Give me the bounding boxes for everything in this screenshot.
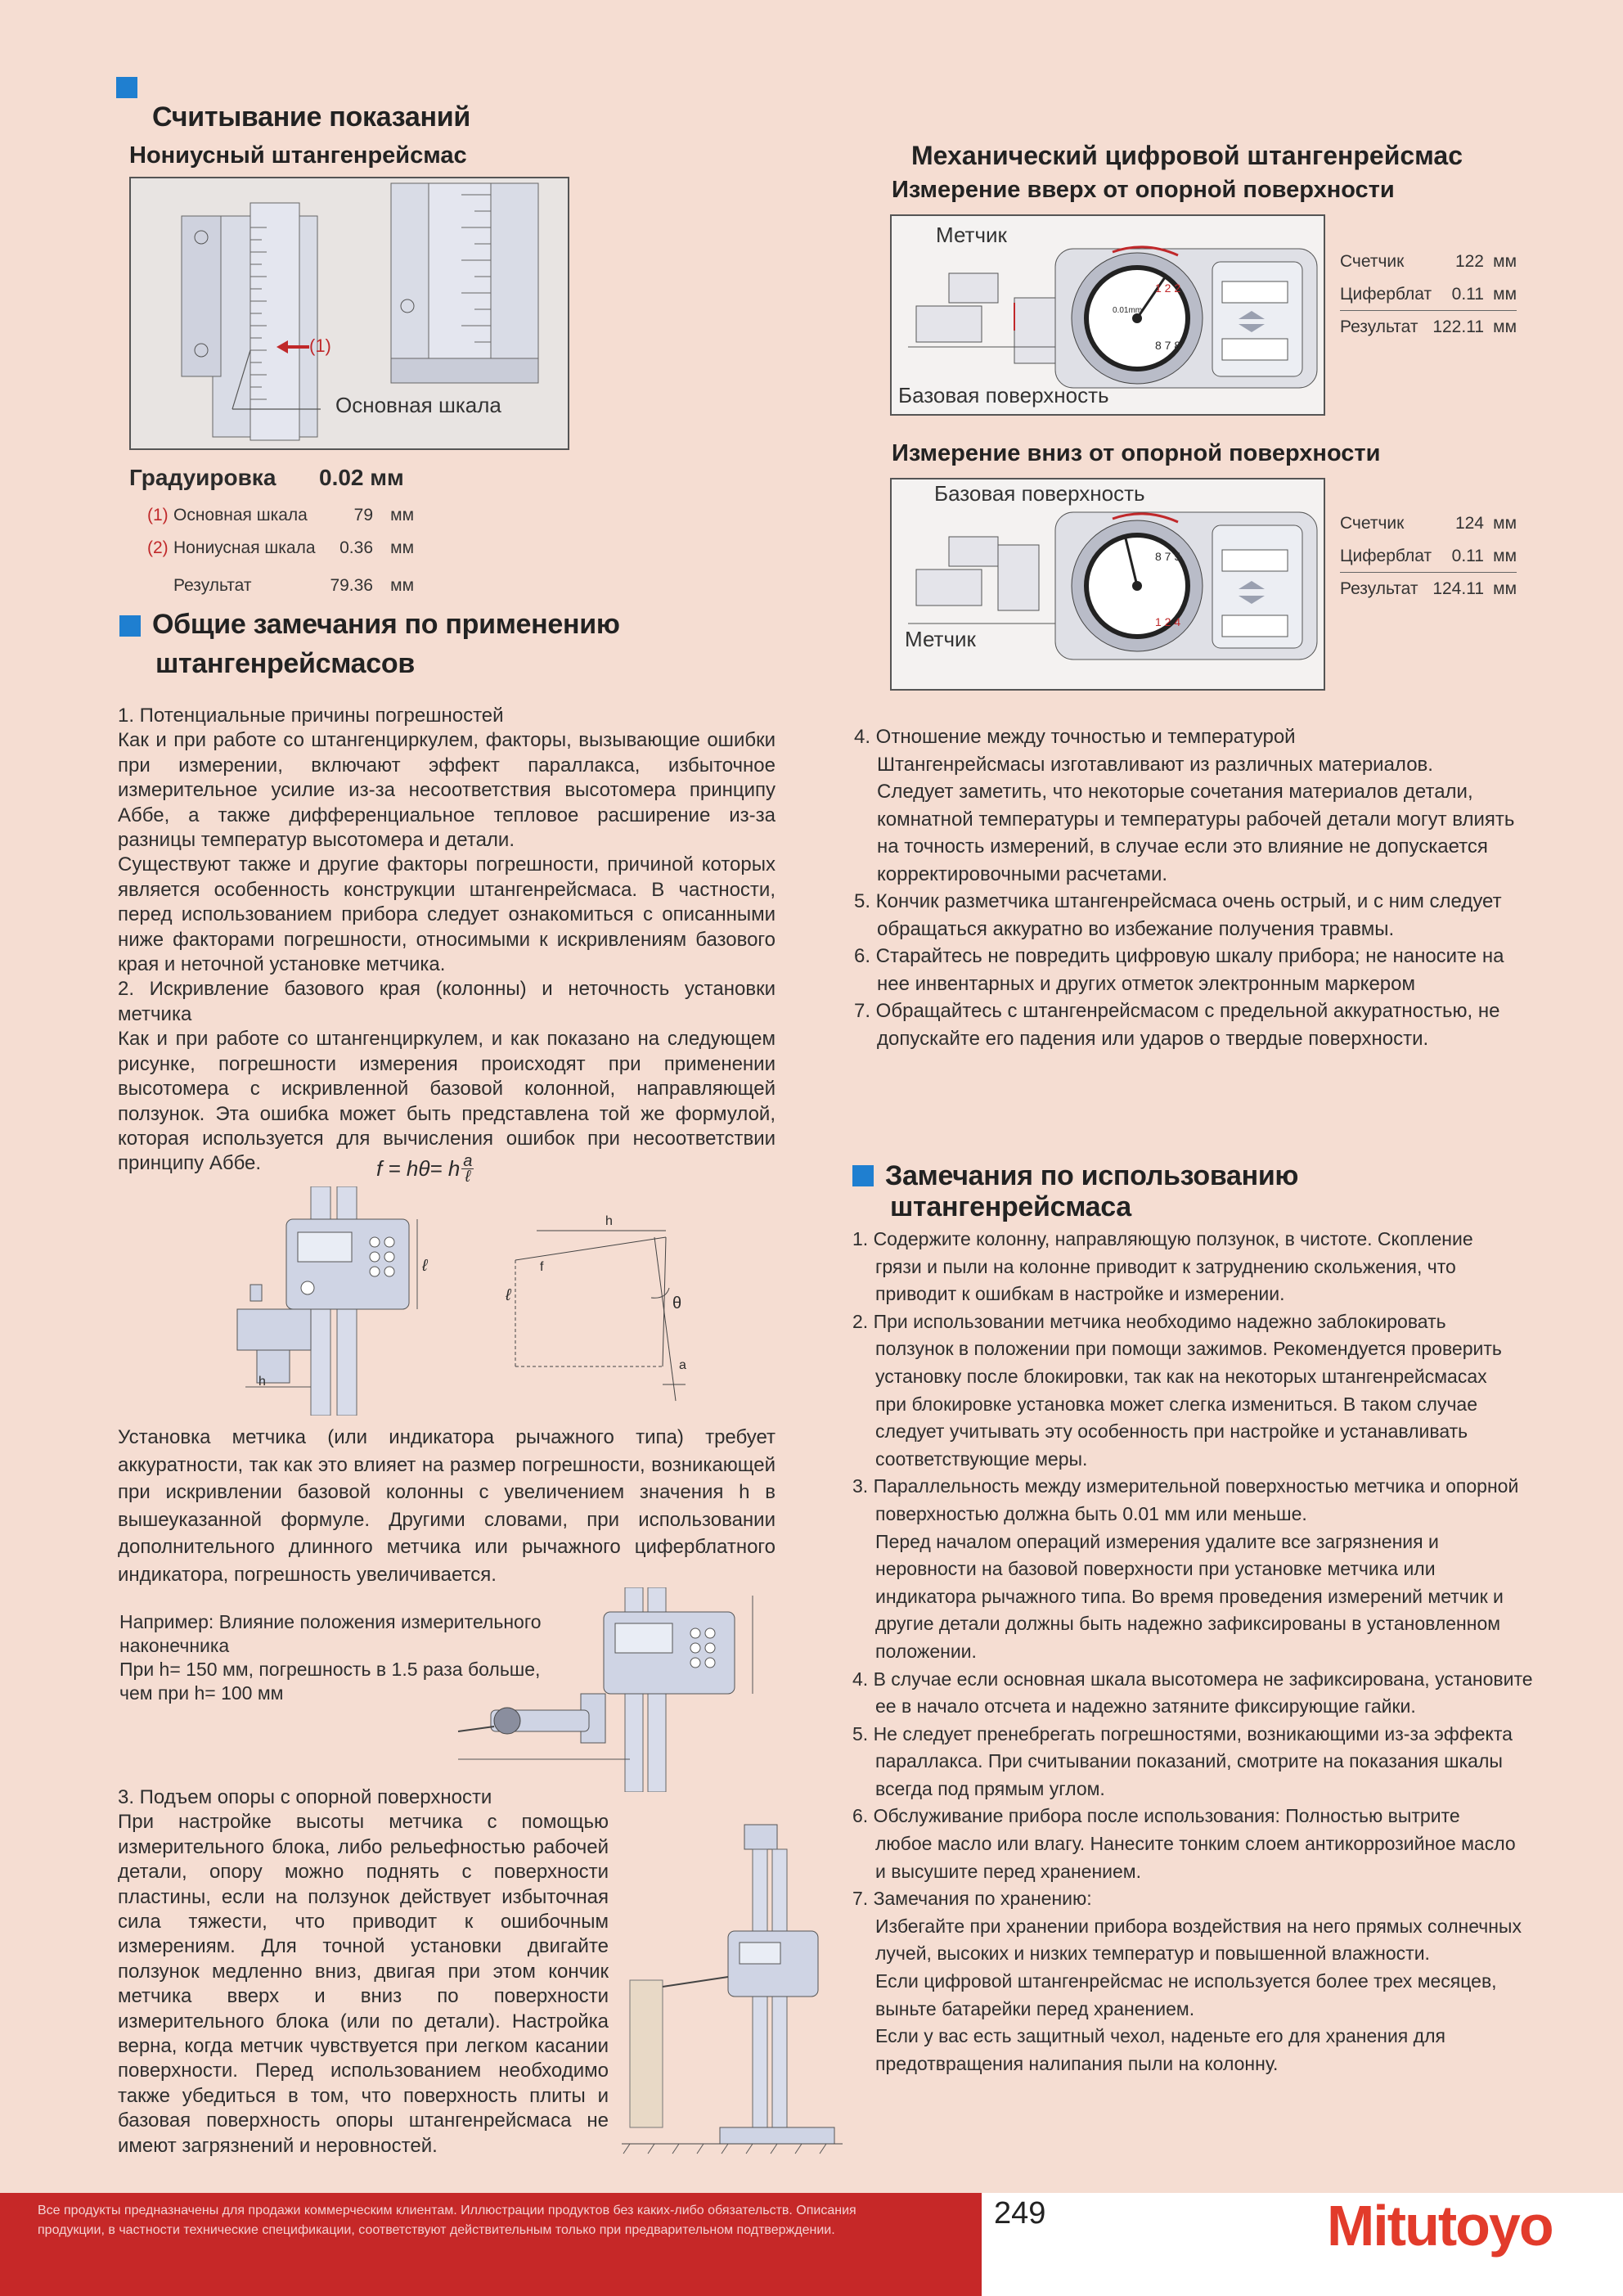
- up-readings: [1340, 245, 1517, 344]
- footer-note: Все продукты предназначены для продажи коммерческим клиентам. Иллюстрации продуктов без каких-либо обязательств. Описания продукции, в частности технические спецификации, соответствуют действительным только при предварительном подтверждении.: [38, 2204, 856, 2237]
- formula-denominator: ℓ: [465, 1168, 471, 1186]
- list-line: грязи и пыли на колонне приводит к затруднению скольжения, что: [875, 1255, 1456, 1277]
- reading-row: [1340, 311, 1517, 344]
- usage-notes-list: [852, 1226, 1541, 2078]
- example-line: При h= 150 мм, погрешность в 1.5 раза больше,: [119, 1659, 541, 1680]
- reading-value: 122.11: [1432, 317, 1484, 336]
- reading-row: [1340, 278, 1517, 311]
- section-marker: [116, 77, 137, 98]
- example-line: наконечника: [119, 1635, 230, 1656]
- reading-value: 124: [1454, 514, 1484, 533]
- usage-title-line1: Замечания по использованию: [885, 1160, 1299, 1191]
- list-line: 6. Обслуживание прибора после использования: Полностью вытрите: [852, 1805, 1460, 1827]
- vernier-readings: [147, 499, 414, 602]
- graduation-value: 0.02 мм: [319, 465, 404, 490]
- list-line: 7. Замечания по хранению:: [852, 1888, 1092, 1910]
- up-title: Измерение вверх от опорной поверхности: [892, 177, 1395, 203]
- p3-text: При настройке высоты метчика с помощью измерительного блока, либо рельефностью рабочей детали, опору можно поднять с поверхности пластины, если на ползунок действует избыточная сила тяжести, что приводит к ошибочным измерениям. Для точной установки двигайте ползунок медленно вниз, двигая при этом кончик метчика вверх и вниз по поверхности измерительного блока (или по детали). Настройка верна, когда метчик чувствуется при легком касании поверхности. Перед использованием необходимо также убедиться в том, что поверхность плиты и базовая поверхность опоры штангенрейсмаса не имеют загрязнений и неровностей.: [118, 1811, 609, 2157]
- list-line: ее в начало отсчета и надежно затяните фиксирующие гайки.: [875, 1695, 1416, 1717]
- list-line: корректировочными расчетами.: [877, 862, 1168, 885]
- p2-text2: Установка метчика (или индикатора рычажного типа) требует аккуратности, так как это влияет на размер погрешности, возникающей при искривлении базовой колонны с увеличением значения h в вышеуказанной формуле. Другими словами, при использовании дополнительного длинного метчика или рычажного циферблатного индикатора, погрешность увеличивается.: [118, 1426, 776, 1586]
- down-counter2: 1 2 4: [1155, 615, 1181, 628]
- p3-block: [118, 1785, 609, 2159]
- list-line: при блокировке установка может слегка измениться. В таком случае: [875, 1393, 1478, 1415]
- list-line: другие детали должны быть надежно зафиксированы в установленном: [875, 1613, 1501, 1635]
- reading-row: [147, 532, 414, 565]
- reading-unit: мм: [1493, 514, 1517, 533]
- fig-label-h: h: [259, 1375, 266, 1389]
- list-line: Следует заметить, что некоторые сочетания материалов детали,: [877, 781, 1473, 803]
- list-line: выньте батарейки перед хранением.: [875, 1997, 1195, 2019]
- reading-row: [147, 569, 414, 602]
- list-line: 7. Обращайтесь с штангенрейсмасом с предельной аккуратностью, не: [854, 1000, 1500, 1022]
- list-line: нее инвентарных и других отметок электронным маркером: [877, 972, 1415, 995]
- list-line: Перед началом операций измерения удалите все загрязнения и: [875, 1530, 1439, 1552]
- up-figure: [890, 214, 1325, 416]
- up-scriber-label: Метчик: [936, 223, 1007, 247]
- list-line: неровности на базовой поверхности при установке метчика или: [875, 1558, 1436, 1580]
- mitutoyo-logo: Mitutoyo: [1327, 2194, 1553, 2258]
- reading-label: Счетчик: [1340, 252, 1405, 271]
- reading-label: Счетчик: [1340, 514, 1405, 533]
- page-number: 249: [994, 2196, 1046, 2231]
- list-line: индикатора рычажного типа. Во время проведения измерений метчик и: [875, 1585, 1504, 1607]
- list-line: допускайте его падения или ударов о твердые поверхности.: [877, 1027, 1429, 1050]
- dial-unit: 0.01mm: [1113, 306, 1143, 315]
- p2-head: 2. Искривление базового края (колонны) и неточность установки метчика: [118, 978, 776, 1025]
- lever-indicator-figure: [425, 1587, 769, 1792]
- reading-unit: мм: [1493, 284, 1517, 304]
- p1-text: Как и при работе со штангенциркулем, факторы, вызывающие ошибки при измерении, включают эффект параллакса, избыточное измерительное усилие из-за несоответствия высотомера принципу Аббе, а также дифференциальное тепловое расширение из-за разницы температур высотомера и детали.: [118, 729, 776, 852]
- list-line: приводит к ошибкам в настройке и измерении.: [875, 1283, 1285, 1305]
- list-line: следует учитывать эту особенность при настройке и устанавливать: [875, 1420, 1468, 1443]
- down-counter: 8 7 5: [1155, 550, 1181, 563]
- down-scriber-label: Метчик: [905, 627, 976, 651]
- formula-main: f = hθ= h: [376, 1156, 461, 1181]
- down-base-label: Базовая поверхность: [934, 481, 1145, 506]
- p3-head: 3. Подъем опоры с опорной поверхности: [118, 1786, 492, 1808]
- example-line: чем при h= 100 мм: [119, 1682, 284, 1704]
- list-line: ползунок в положении при помощи зажимов. Рекомендуется проверить: [875, 1338, 1502, 1360]
- list-line: 5. Кончик разметчика штангенрейсмаса очень острый, и с ним следует: [854, 890, 1502, 912]
- formula: [376, 1154, 474, 1184]
- list-line: Штангенрейсмасы изготавливают из различных материалов.: [877, 753, 1433, 776]
- reading-unit: мм: [1493, 579, 1517, 598]
- reading-label: Циферблат: [1340, 546, 1432, 565]
- fig1-marker: (1): [309, 335, 331, 356]
- reading-unit: мм: [390, 506, 414, 524]
- reading-value: 79.36: [330, 576, 373, 595]
- list-line: положении.: [875, 1640, 977, 1662]
- list-line: соответствующие меры.: [875, 1447, 1088, 1470]
- example-line: Например: Влияние положения измерительного: [119, 1611, 542, 1632]
- down-readings: [1340, 507, 1517, 606]
- list-line: предотвращения налипания пыли на колонну.: [875, 2052, 1279, 2074]
- list-line: всегда под прямым углом.: [875, 1777, 1105, 1799]
- list-line: Если цифровой штангенрейсмас не используется более трех месяцев,: [875, 1970, 1497, 1992]
- reading-row: [147, 499, 414, 532]
- p1-text2: Существуют также и другие факторы погрешности, причиной которых является особенность конструкции штангенрейсмаса. В частности, перед использованием прибора следует ознакомиться с описанными ниже факторами погрешности, относимыми к искривлениям базового края и неточной установке метчика.: [118, 853, 776, 976]
- reading-row: [1340, 507, 1517, 540]
- list-line: и высушите перед хранением.: [875, 1860, 1141, 1882]
- reading-label: Результат: [173, 576, 252, 595]
- list-line: 1. Содержите колонну, направляющую ползунок, в чистоте. Скопление: [852, 1228, 1473, 1249]
- list-line: 5. Не следует пренебрегать погрешностями, возникающими из-за эффекта: [852, 1722, 1513, 1745]
- reading-value: 0.36: [339, 538, 373, 557]
- list-line: Избегайте при хранении прибора воздействия на него прямых солнечных: [875, 1915, 1522, 1937]
- reading-value: 0.11: [1451, 284, 1484, 304]
- reading-unit: мм: [390, 538, 414, 557]
- list-line: 2. При использовании метчика необходимо надежно заблокировать: [852, 1310, 1446, 1332]
- list-line: поверхностью должна быть 0.01 мм или меньше.: [875, 1502, 1307, 1524]
- section-marker: [852, 1165, 874, 1186]
- fig-label-theta: θ: [672, 1294, 682, 1312]
- general-title-line2: штангенрейсмасов: [155, 648, 415, 679]
- fig1-main-scale-label: Основная шкала: [335, 393, 501, 417]
- fig-label-l2: ℓ: [506, 1286, 511, 1304]
- reading-value: 79: [353, 506, 373, 524]
- up-counter2: 8 7 8: [1155, 339, 1181, 352]
- down-figure: [890, 478, 1325, 691]
- reading-row: [1340, 540, 1517, 573]
- mech-title: Механический цифровой штангенрейсмас: [911, 141, 1463, 170]
- list-line: 3. Параллельность между измерительной поверхностью метчика и опорной: [852, 1475, 1519, 1497]
- precision-notes-list: [854, 723, 1533, 1052]
- vernier-title: Нониусный штангенрейсмас: [129, 142, 467, 169]
- reading-label: Результат: [1340, 579, 1418, 598]
- reading-row: [1340, 573, 1517, 606]
- fig-label-f: f: [540, 1260, 544, 1274]
- reading-row: [1340, 245, 1517, 278]
- list-line: любое масло или влагу. Нанесите тонким слоем антикоррозийное масло: [875, 1833, 1516, 1855]
- p2-text: Как и при работе со штангенциркулем, и как показано на следующем рисунке, погрешности измерения происходят при применении высотомера с искривленной базовой колонной, направляющей ползунок. Эта ошибка может быть представлена той же формулой, которая используется для вычисления ошибок при несоответствии принципу Аббе.: [118, 1028, 776, 1175]
- general-notes-text: [118, 704, 776, 1177]
- fig-label-a: a: [679, 1358, 686, 1372]
- column-deflection-figure: [196, 1186, 704, 1416]
- reading-value: 124.11: [1432, 579, 1484, 598]
- list-line: 4. Отношение между точностью и температурой: [854, 726, 1296, 748]
- graduation-label: Градуировка: [129, 465, 276, 490]
- up-base-label: Базовая поверхность: [898, 383, 1109, 407]
- reading-label: Результат: [1340, 317, 1418, 336]
- reading-num: (1): [147, 506, 169, 524]
- reading-value: 0.11: [1451, 546, 1484, 565]
- down-title: Измерение вниз от опорной поверхности: [892, 440, 1381, 466]
- list-line: на точность измерений, в случае если это влияние не допускается: [877, 835, 1488, 858]
- usage-title-line2: штангенрейсмаса: [890, 1191, 1131, 1222]
- formula-numerator: a: [463, 1152, 473, 1170]
- reading-label: Циферблат: [1340, 284, 1432, 304]
- fig-label-h2: h: [605, 1214, 613, 1228]
- fig-label-l: ℓ: [422, 1257, 428, 1275]
- reading-label: Нониусная шкала: [173, 538, 316, 557]
- formula-fraction: [461, 1154, 474, 1184]
- up-counter: 1 2 2: [1155, 281, 1181, 295]
- reading-unit: мм: [1493, 252, 1517, 271]
- list-line: 6. Старайтесь не повредить цифровую шкалу прибора; не наносите на: [854, 945, 1504, 967]
- base-lift-figure: [622, 1817, 843, 2160]
- section-marker: [119, 615, 141, 637]
- reading-value: 122: [1454, 252, 1484, 271]
- list-line: 4. В случае если основная шкала высотомера не зафиксирована, установите: [852, 1668, 1533, 1690]
- reading-unit: мм: [1493, 546, 1517, 565]
- p1-head: 1. Потенциальные причины погрешностей: [118, 705, 504, 727]
- list-line: комнатной температуры и температуры рабочей детали могут влиять: [877, 808, 1515, 831]
- list-line: параллакса. При считывании показаний, смотрите на показания шкалы: [875, 1750, 1503, 1772]
- reading-label: Основная шкала: [173, 506, 308, 524]
- list-line: Если у вас есть защитный чехол, наденьте его для хранения для: [875, 2025, 1445, 2047]
- list-line: обращаться аккуратно во избежание получения травмы.: [877, 917, 1395, 940]
- reading-unit: мм: [1493, 317, 1517, 336]
- list-line: лучей, высоких и низких температур и повышенной влажности.: [875, 1943, 1430, 1965]
- list-line: установку после блокировки, так как на некоторых штангенрейсмасах: [875, 1365, 1487, 1387]
- reading-title: Считывание показаний: [152, 101, 470, 133]
- reading-unit: мм: [390, 576, 414, 595]
- reading-num: (2): [147, 538, 169, 557]
- general-title-line1: Общие замечания по применению: [152, 609, 620, 640]
- vernier-figure: [129, 177, 569, 450]
